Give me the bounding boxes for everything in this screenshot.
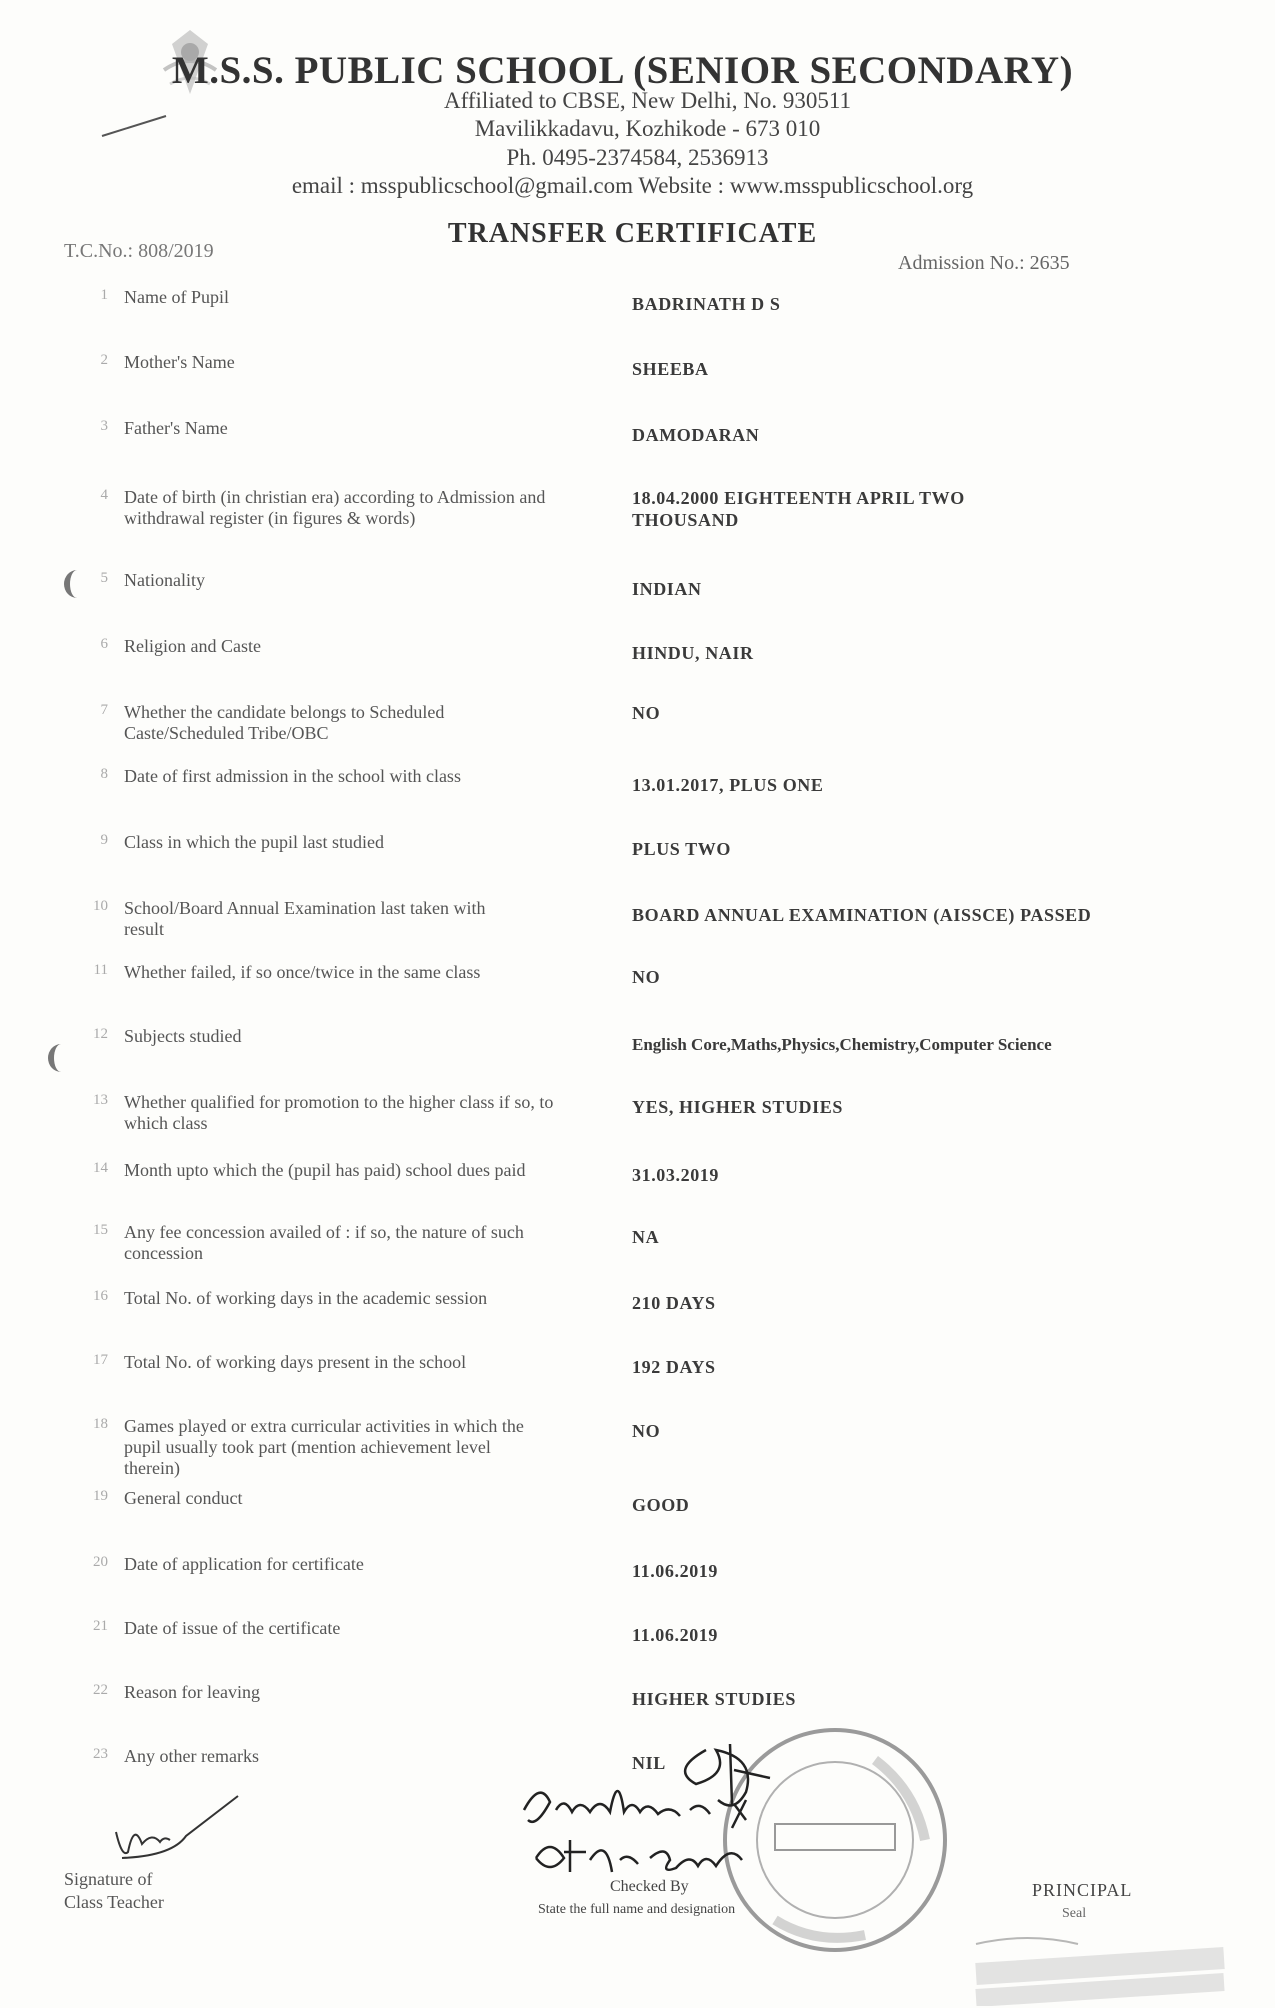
class-teacher-line-1: Signature of <box>64 1869 153 1889</box>
field-number: 1 <box>100 287 108 303</box>
field-label: Total No. of working days in the academic session <box>124 1288 488 1308</box>
field-label: Date of birth (in christian era) according to Admission and withdrawal register (in figures & words) <box>124 487 546 528</box>
field-number: 19 <box>93 1488 108 1504</box>
email-website-line: email : msspublicschool@gmail.com Website : www.msspublicschool.org <box>291 173 974 198</box>
field-number: 3 <box>100 418 108 434</box>
field-value: 210 DAYS <box>632 1293 716 1313</box>
field-value: GOOD <box>632 1495 690 1515</box>
field-value: BOARD ANNUAL EXAMINATION (AISSCE) PASSED <box>632 905 1092 925</box>
phone-line: Ph. 0495-2374584, 2536913 <box>506 145 769 170</box>
field-label: Class in which the pupil last studied <box>124 832 384 852</box>
field-number: 6 <box>100 636 108 652</box>
field-label: Whether qualified for promotion to the higher class if so, to which class <box>124 1092 554 1133</box>
checked-by-caption: Checked By <box>610 1878 689 1895</box>
field-label: Any fee concession availed of : if so, the nature of such concession <box>124 1222 524 1263</box>
field-value: 18.04.2000 EIGHTEENTH APRIL TWO THOUSAND <box>632 488 965 530</box>
state-name-caption: State the full name and designation <box>538 1902 736 1917</box>
tc-number: T.C.No.: 808/2019 <box>64 240 214 262</box>
field-label: School/Board Annual Examination last taken with result <box>124 898 486 939</box>
field-number: 15 <box>93 1222 108 1238</box>
field-number: 8 <box>100 766 108 782</box>
class-teacher-line-2: Class Teacher <box>64 1892 164 1912</box>
field-number: 5 <box>100 570 108 586</box>
field-number: 20 <box>93 1554 108 1570</box>
field-value: NIL <box>632 1753 666 1773</box>
field-label: Whether failed, if so once/twice in the same class <box>124 962 481 982</box>
field-number: 9 <box>100 832 108 848</box>
office-superintendent-signature <box>520 1740 850 1900</box>
certificate-title: TRANSFER CERTIFICATE <box>447 218 818 249</box>
field-value: SHEEBA <box>632 359 709 379</box>
field-value: INDIAN <box>632 579 702 599</box>
field-number: 4 <box>100 487 108 503</box>
field-value: YES, HIGHER STUDIES <box>632 1097 843 1117</box>
affiliation-line: Affiliated to CBSE, New Delhi, No. 930511 <box>444 88 851 113</box>
field-number: 17 <box>93 1352 108 1368</box>
field-value: 192 DAYS <box>632 1357 716 1377</box>
field-label: Date of first admission in the school with class <box>124 766 461 786</box>
field-number: 13 <box>93 1092 108 1108</box>
field-label: Month upto which the (pupil has paid) school dues paid <box>124 1160 526 1180</box>
field-value: NO <box>632 703 661 723</box>
principal-caption: PRINCIPAL <box>1032 1880 1133 1900</box>
field-value: 11.06.2019 <box>632 1561 719 1581</box>
field-label: Father's Name <box>124 418 228 438</box>
field-value: PLUS TWO <box>632 839 731 859</box>
field-label: Religion and Caste <box>124 636 261 656</box>
field-label: Date of issue of the certificate <box>124 1618 341 1638</box>
field-number: 2 <box>100 352 108 368</box>
school-name: M.S.S. PUBLIC SCHOOL (SENIOR SECONDARY) <box>171 49 1074 92</box>
field-label: Subjects studied <box>124 1026 242 1046</box>
field-value: 31.03.2019 <box>632 1165 719 1185</box>
field-label: Date of application for certificate <box>124 1554 364 1574</box>
field-label: Mother's Name <box>124 352 235 372</box>
field-value: 13.01.2017, PLUS ONE <box>632 775 824 795</box>
field-label: Nationality <box>124 570 205 590</box>
punch-hole-mark <box>48 1044 74 1072</box>
field-label: General conduct <box>124 1488 243 1508</box>
class-teacher-signature <box>112 1792 242 1864</box>
seal-caption: Seal <box>1062 1906 1087 1921</box>
field-label: Games played or extra curricular activities in which the pupil usually took part (mention achievement level therein) <box>124 1416 524 1478</box>
field-label: Name of Pupil <box>124 287 229 307</box>
field-number: 18 <box>93 1416 108 1432</box>
address-line: Mavilikkadavu, Kozhikode - 673 010 <box>474 116 821 141</box>
field-number: 12 <box>93 1026 108 1042</box>
field-value: BADRINATH D S <box>632 294 781 314</box>
field-label: Any other remarks <box>124 1746 259 1766</box>
principal-stamp-image <box>968 1924 1232 2006</box>
field-value: NA <box>632 1227 660 1247</box>
field-value: DAMODARAN <box>632 425 760 445</box>
field-value: English Core,Maths,Physics,Chemistry,Computer Science <box>632 1035 1052 1054</box>
field-number: 21 <box>93 1618 108 1634</box>
class-teacher-caption <box>64 1868 164 1914</box>
field-number: 22 <box>93 1682 108 1698</box>
field-number: 23 <box>93 1746 108 1762</box>
admission-number: Admission No.: 2635 <box>898 252 1070 274</box>
field-value: NO <box>632 1421 661 1441</box>
field-number: 10 <box>93 898 108 914</box>
field-value: NO <box>632 967 661 987</box>
field-value: 11.06.2019 <box>632 1625 719 1645</box>
field-value: HIGHER STUDIES <box>632 1689 796 1709</box>
field-label: Total No. of working days present in the school <box>124 1352 467 1372</box>
field-number: 14 <box>93 1160 108 1176</box>
field-number: 11 <box>93 962 108 978</box>
field-label: Whether the candidate belongs to Scheduled Caste/Scheduled Tribe/OBC <box>124 702 445 743</box>
field-number: 16 <box>93 1288 108 1304</box>
field-value: HINDU, NAIR <box>632 643 754 663</box>
field-number: 7 <box>100 702 108 718</box>
field-label: Reason for leaving <box>124 1682 260 1702</box>
